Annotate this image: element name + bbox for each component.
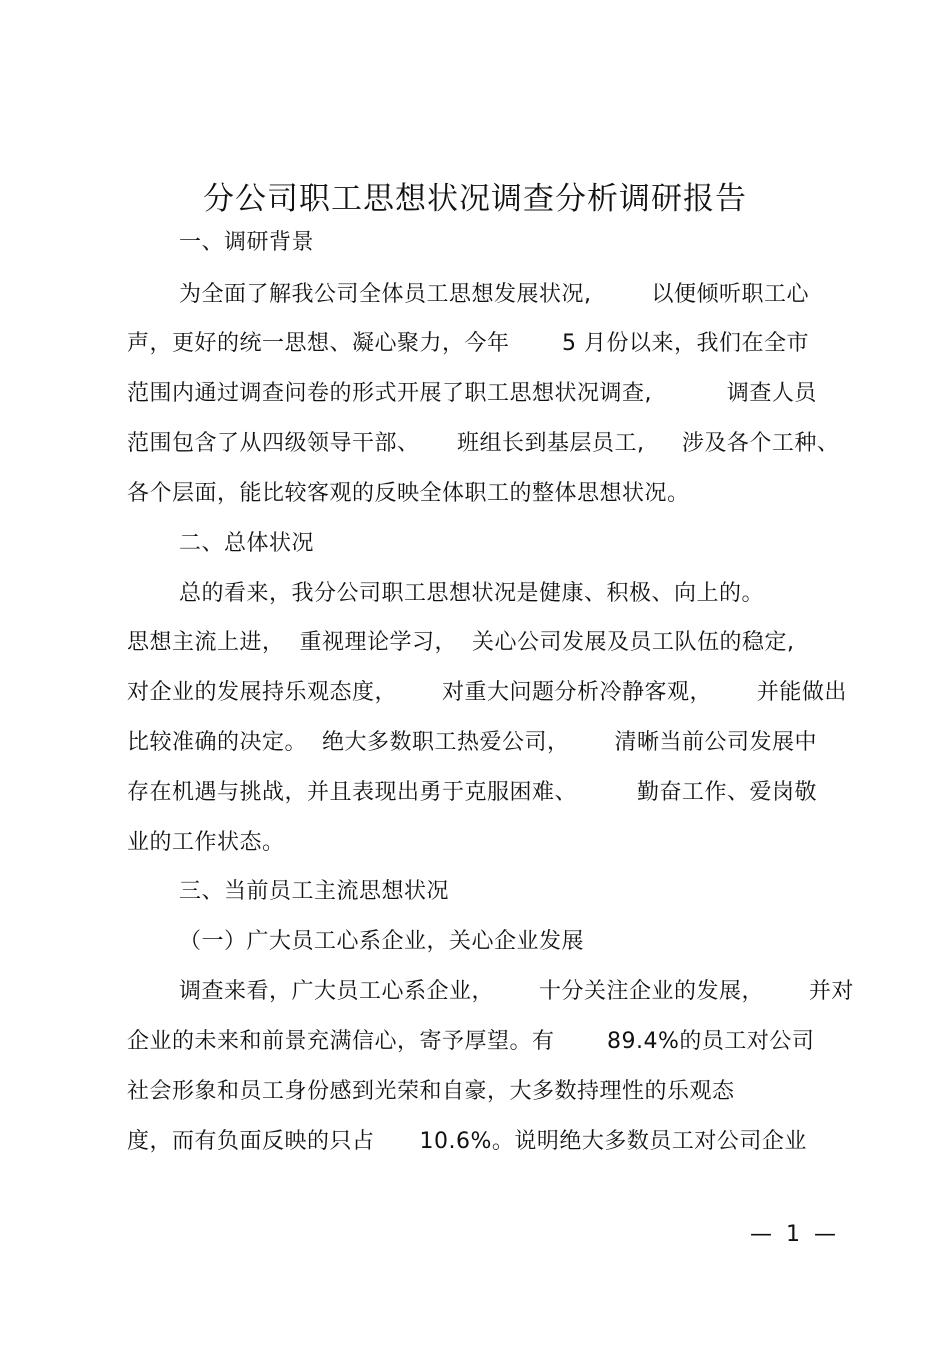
- paragraph-line: 存在机遇与挑战，并且表现出勇于克服困难、 勤奋工作、爱岗敬: [127, 780, 817, 805]
- subheading-employees-care: （一）广大员工心系企业，关心企业发展: [179, 929, 585, 954]
- heading-research-background: 一、调研背景: [179, 230, 315, 255]
- paragraph-line: 调查来看，广大员工心系企业， 十分关注企业的发展， 并对: [179, 979, 854, 1004]
- paragraph-line: 为全面了解我公司全体员工思想发展状况, 以便倾听职工心: [179, 282, 809, 307]
- paragraph-line: 总的看来，我分公司职工思想状况是健康、积极、向上的。: [179, 581, 765, 606]
- paragraph-line: 社会形象和员工身份感到光荣和自豪，大多数持理性的乐观态: [127, 1079, 735, 1104]
- paragraph-line: 对企业的发展持乐观态度， 对重大问题分析冷静客观， 并能做出: [127, 680, 847, 705]
- paragraph-line: 各个层面，能比较客观的反映全体职工的整体思想状况。: [127, 481, 690, 506]
- paragraph-line: 思想主流上进， 重视理论学习， 关心公司发展及员工队伍的稳定,: [127, 630, 795, 655]
- paragraph-line: 度，而有负面反映的只占 10.6%。说明绝大多数员工对公司企业: [127, 1129, 807, 1154]
- paragraph-line: 范围内通过调查问卷的形式开展了职工思想状况调查, 调查人员: [127, 381, 817, 406]
- heading-overall-status: 二、总体状况: [179, 531, 315, 556]
- document-title: 分公司职工思想状况调查分析调研报告: [203, 181, 747, 217]
- paragraph-line: 比较准确的决定。 绝大多数职工热爱公司， 清晰当前公司发展中: [127, 730, 817, 755]
- paragraph-line: 业的工作状态。: [127, 830, 285, 855]
- paragraph-line: 声，更好的统一思想、凝心聚力，今年 5 月份以来，我们在全市: [127, 331, 809, 356]
- page-number: — 1 —: [750, 1222, 836, 1247]
- paragraph-line: 企业的未来和前景充满信心，寄予厚望。有 89.4%的员工对公司: [127, 1029, 815, 1054]
- heading-mainstream-thought: 三、当前员工主流思想状况: [179, 879, 450, 904]
- paragraph-line: 范围包含了从四级领导干部、 班组长到基层员工, 涉及各个工种、: [127, 431, 840, 456]
